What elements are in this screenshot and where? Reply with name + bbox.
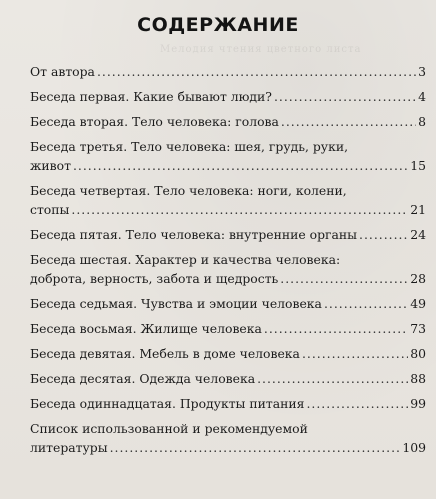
toc-page-number: 21: [410, 202, 426, 217]
toc-page-number: 28: [410, 271, 426, 286]
dot-leader: [71, 200, 408, 219]
toc-page-number: 8: [418, 114, 426, 129]
toc-entry: [30, 344, 426, 363]
toc-entry-title: стопы: [30, 202, 70, 217]
toc-entry-title: Беседа вторая. Тело человека: голова: [30, 114, 279, 129]
toc-entry: [30, 250, 426, 288]
toc-entry-title-line: Беседа четвертая. Тело человека: ноги, колени,: [30, 183, 347, 198]
toc-entry-row: [30, 87, 426, 106]
toc-entry-title: Беседа первая. Какие бывают люди?: [30, 89, 272, 104]
toc-entry: [30, 225, 426, 244]
toc-page-number: 73: [410, 321, 426, 336]
toc-page-number: 109: [402, 440, 426, 455]
toc-entry-title: Беседа пятая. Тело человека: внутренние органы: [30, 227, 358, 242]
toc-entry-row: [30, 269, 426, 288]
toc-entry: [30, 369, 426, 388]
toc-entry-title: Беседа одиннадцатая. Продукты питания: [30, 396, 305, 411]
dot-leader: [306, 394, 408, 413]
toc-entry-title: живот: [30, 158, 71, 173]
toc-entry-row: [30, 200, 426, 219]
toc-page-number: 24: [410, 227, 426, 242]
dot-leader: [274, 87, 416, 106]
bleed-through-text: Мелодия чтения цветного листа: [160, 44, 362, 55]
dot-leader: [257, 369, 408, 388]
toc-entry-title: доброта, верность, забота и щедрость: [30, 271, 279, 286]
toc-entry-row: [30, 156, 426, 175]
toc-entry-row: [30, 225, 426, 244]
toc-entry: [30, 62, 426, 81]
page-title: СОДЕРЖАНИЕ: [137, 14, 299, 36]
toc-entry-row: [30, 294, 426, 313]
toc-entry-row: [30, 344, 426, 363]
table-of-contents: [30, 62, 426, 463]
dot-leader: [280, 269, 408, 288]
toc-page-number: 49: [410, 296, 426, 311]
toc-entry: [30, 319, 426, 338]
toc-entry: [30, 394, 426, 413]
toc-page-number: 88: [410, 371, 426, 386]
toc-entry-title: литературы: [30, 440, 108, 455]
toc-entry: [30, 294, 426, 313]
toc-page-number: 80: [410, 346, 426, 361]
toc-entry-title: Беседа девятая. Мебель в доме человека: [30, 346, 300, 361]
toc-entry: [30, 137, 426, 175]
dot-leader: [73, 156, 408, 175]
toc-entry-row: [30, 438, 426, 457]
toc-page-number: 4: [418, 89, 426, 104]
toc-entry-title: Беседа восьмая. Жилище человека: [30, 321, 262, 336]
dot-leader: [281, 112, 416, 131]
dot-leader: [302, 344, 408, 363]
toc-entry: [30, 419, 426, 457]
dot-leader: [359, 225, 408, 244]
toc-page-number: 99: [410, 396, 426, 411]
toc-entry: [30, 87, 426, 106]
dot-leader: [110, 438, 401, 457]
toc-page-number: 15: [410, 158, 426, 173]
toc-entry: [30, 181, 426, 219]
toc-entry-row: [30, 62, 426, 81]
toc-entry-row: [30, 319, 426, 338]
toc-entry-title-line: Беседа шестая. Характер и качества человека:: [30, 252, 341, 267]
toc-entry-row: [30, 369, 426, 388]
dot-leader: [97, 62, 416, 81]
toc-entry-title: От автора: [30, 64, 95, 79]
toc-entry-title-line: Список использованной и рекомендуемой: [30, 421, 308, 436]
toc-entry-title: Беседа десятая. Одежда человека: [30, 371, 256, 386]
dot-leader: [264, 319, 408, 338]
toc-entry-title-line: Беседа третья. Тело человека: шея, грудь, руки,: [30, 139, 349, 154]
toc-entry-row: [30, 394, 426, 413]
toc-entry-title: Беседа седьмая. Чувства и эмоции человека: [30, 296, 322, 311]
toc-entry-row: [30, 112, 426, 131]
toc-entry: [30, 112, 426, 131]
toc-page-number: 3: [418, 64, 426, 79]
dot-leader: [324, 294, 408, 313]
